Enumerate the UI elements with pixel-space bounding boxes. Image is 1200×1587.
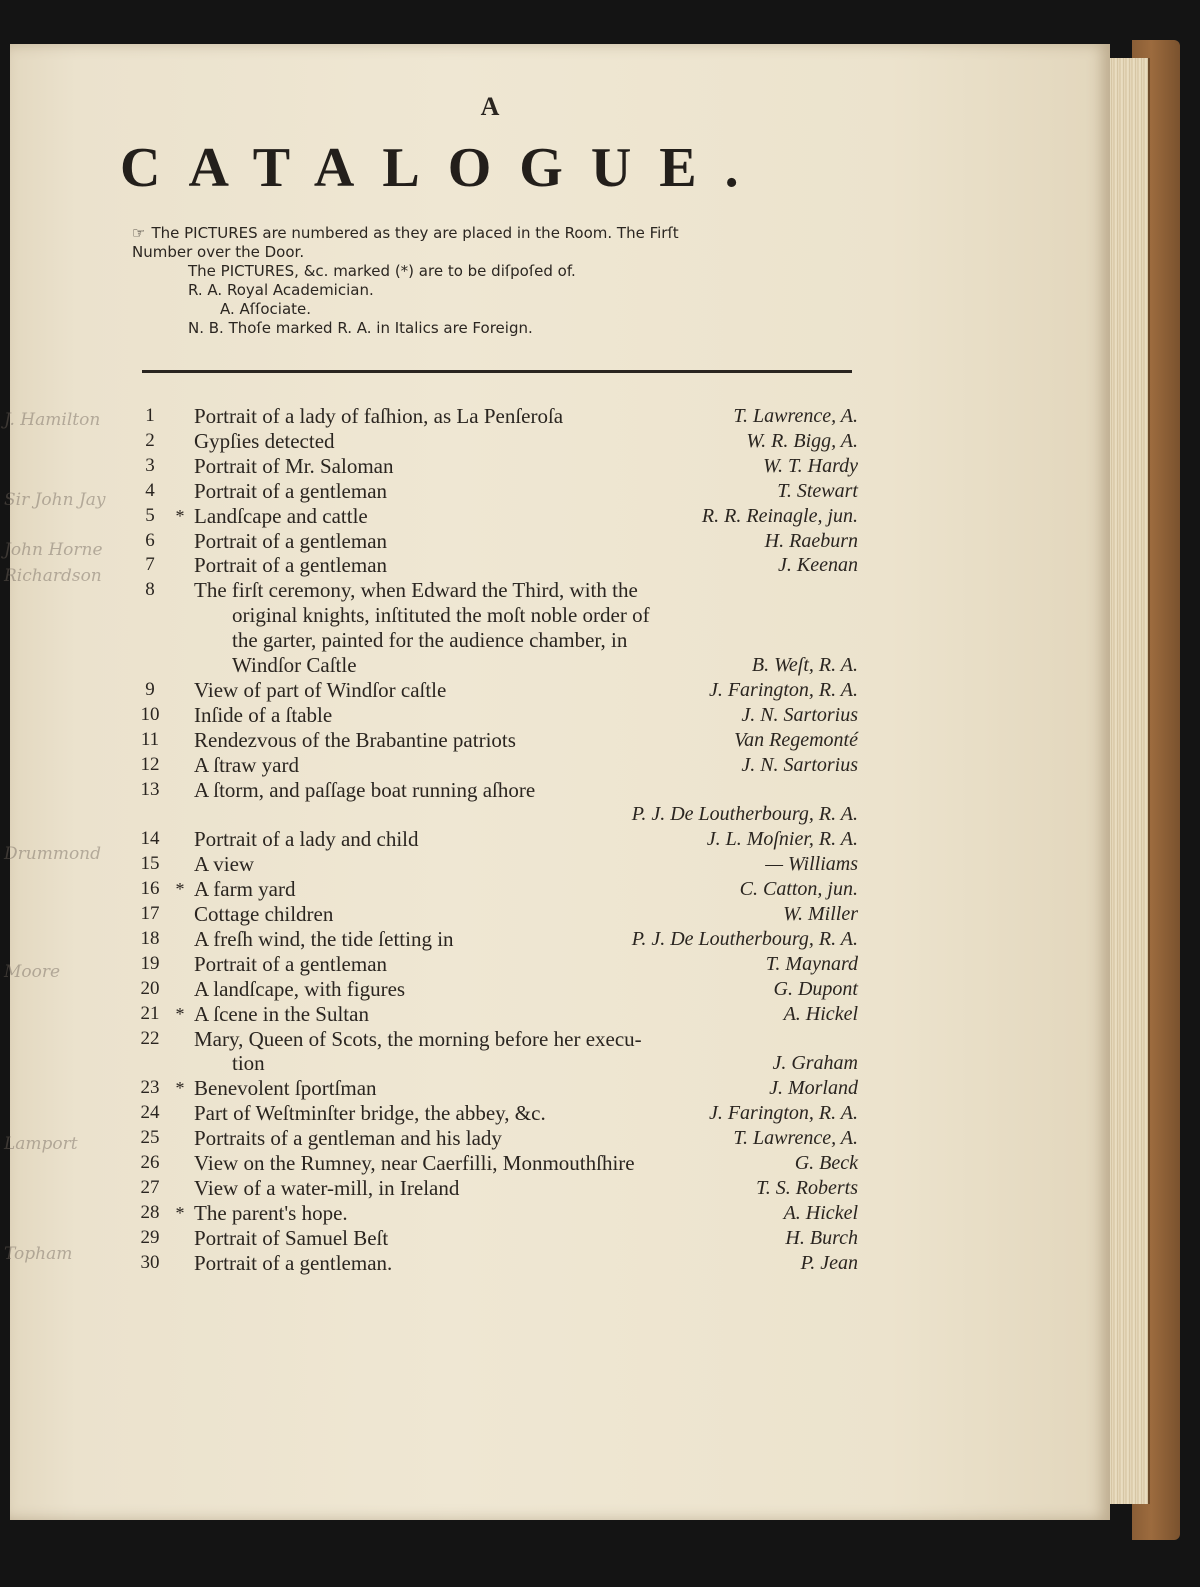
entry-artist: T. Lawrence, A. <box>733 405 858 427</box>
catalogue-entry <box>10 826 1110 852</box>
entry-number: 24 <box>140 1102 160 1124</box>
handwritten-note: Lamport <box>4 1134 78 1154</box>
catalogue-entry <box>10 453 1110 479</box>
entry-number: 27 <box>140 1176 160 1198</box>
entry-number: 2 <box>145 429 155 451</box>
catalogue-entry <box>10 1026 1110 1052</box>
entry-number: 15 <box>140 853 160 875</box>
handwritten-note: J. Hamilton <box>4 410 101 430</box>
entry-artist: B. Weſt, R. A. <box>751 654 858 676</box>
entry-number: 25 <box>140 1127 160 1149</box>
catalogue-entry <box>10 503 1110 529</box>
entry-number: 20 <box>140 977 160 999</box>
catalogue-entry <box>10 1001 1110 1027</box>
catalogue-entry <box>10 552 1110 578</box>
entry-number: 5 <box>145 504 155 526</box>
handwritten-note: John Horne <box>4 540 103 560</box>
entry-number: 9 <box>145 678 155 700</box>
catalogue-entry <box>10 478 1110 504</box>
entry-title-continuation <box>10 627 1110 653</box>
preface-notes <box>132 224 872 338</box>
entry-title: Gypſies detected <box>194 428 335 453</box>
entry-artist: R. R. Reinagle, jun. <box>701 504 858 527</box>
catalogue-entry <box>10 403 1110 429</box>
entry-artist: T. Maynard <box>765 952 858 975</box>
entry-artist: P. J. De Loutherbourg, R. A. <box>631 803 858 826</box>
entry-title: Portrait of Mr. Saloman <box>194 453 394 478</box>
entry-artist: G. Beck <box>794 1152 858 1174</box>
page-heading-article: A <box>480 92 500 121</box>
for-sale-marker: * <box>175 1078 185 1099</box>
entry-artist: P. Jean <box>800 1251 858 1274</box>
entry-title: Portrait of a lady and child <box>194 827 419 852</box>
entry-artist: J. N. Sartorius <box>741 753 858 776</box>
entry-title: Portrait of a gentleman <box>194 528 388 553</box>
entry-number: 12 <box>140 753 160 775</box>
entry-title: Portrait of a gentleman. <box>194 1250 393 1275</box>
entry-artist: T. S. Roberts <box>756 1176 858 1199</box>
catalogue-entry <box>10 752 1110 778</box>
preface-line: Number over the Door. <box>132 243 305 261</box>
entry-number: 8 <box>145 579 155 601</box>
entry-title: Portrait of a gentleman <box>194 478 388 503</box>
catalogue-entry <box>10 528 1110 554</box>
catalogue-page <box>4 44 1110 1520</box>
catalogue-entry <box>10 777 1110 803</box>
entry-title: Portrait of a gentleman <box>194 553 388 578</box>
entry-title-continuation <box>10 1050 1110 1076</box>
entry-number: 7 <box>145 554 155 576</box>
entry-number: 13 <box>140 778 160 800</box>
entry-title: A view <box>194 852 255 877</box>
catalogue-entry <box>10 1125 1110 1151</box>
entry-title-line: tion <box>232 1051 265 1076</box>
entry-artist: T. Lawrence, A. <box>733 1127 858 1150</box>
entry-number: 14 <box>140 828 160 850</box>
entry-artist: Van Regemonté <box>734 728 858 751</box>
preface-line: R. A. Royal Academician. <box>188 281 374 299</box>
entry-title: The parent's hope. <box>194 1200 348 1225</box>
catalogue-entry <box>10 951 1110 977</box>
entry-number: 6 <box>145 529 155 551</box>
entry-title: Mary, Queen of Scots, the morning before her execu- <box>194 1026 642 1051</box>
entry-artist: A. Hickel <box>783 1002 858 1025</box>
entry-title: Landſcape and cattle <box>194 503 368 528</box>
entry-artist: — Williams <box>765 853 858 876</box>
catalogue-entry <box>10 727 1110 753</box>
entry-artist: W. R. Bigg, A. <box>746 429 858 452</box>
handwritten-note: Moore <box>4 962 61 982</box>
preface-line: The PICTURES, &c. marked (*) are to be diſpoſed of. <box>188 262 576 280</box>
entry-title-line: Windſor Caſtle <box>232 653 357 677</box>
entry-artist: W. T. Hardy <box>763 454 858 477</box>
entry-artist: J. Morland <box>769 1077 858 1100</box>
page-title: CATALOGUE. <box>120 137 767 199</box>
entry-title: View of part of Windſor caſtle <box>194 677 447 702</box>
preface-line: N. B. Thoſe marked R. A. in Italics are Foreign. <box>188 319 533 337</box>
catalogue-entry <box>10 1150 1110 1176</box>
entry-number: 4 <box>145 479 155 501</box>
entry-artist: J. L. Moſnier, R. A. <box>706 828 858 851</box>
entry-title: Inſide of a ſtable <box>194 702 333 727</box>
entry-title-line: original knights, inſtituted the moſt noble order of <box>232 603 650 628</box>
entry-artist: J. N. Sartorius <box>741 703 858 726</box>
entry-number: 21 <box>140 1002 160 1024</box>
entry-title: Portrait of a lady of faſhion, as La Penſeroſa <box>194 404 564 428</box>
entry-number: 16 <box>140 878 160 900</box>
catalogue-entry <box>10 577 1110 603</box>
entry-number: 19 <box>140 952 160 974</box>
entry-artist-line <box>10 801 1110 827</box>
for-sale-marker: * <box>175 879 185 900</box>
entry-title-continuation <box>10 652 1110 678</box>
entry-number: 23 <box>140 1077 160 1099</box>
entry-number: 26 <box>140 1152 160 1173</box>
entry-title: Portraits of a gentleman and his lady <box>194 1126 502 1151</box>
entry-number: 30 <box>140 1251 160 1273</box>
entry-number: 28 <box>140 1201 160 1223</box>
entry-number: 1 <box>145 405 155 426</box>
catalogue-entry <box>10 976 1110 1002</box>
entry-title: Part of Weſtminſter bridge, the abbey, &c. <box>194 1101 546 1126</box>
catalogue-entry <box>10 677 1110 703</box>
entry-title: Portrait of a gentleman <box>194 951 388 976</box>
entry-title: View on the Rumney, near Caerfilli, Monmouthſhire <box>194 1151 635 1175</box>
catalogue-entry <box>10 926 1110 952</box>
entry-number: 11 <box>140 728 160 750</box>
entry-artist: G. Dupont <box>773 977 858 1000</box>
divider-rule <box>142 370 852 373</box>
for-sale-marker: * <box>175 505 185 526</box>
catalogue-entry <box>10 702 1110 728</box>
catalogue-entry <box>10 901 1110 927</box>
catalogue-entry <box>10 1200 1110 1226</box>
entry-title: A landſcape, with figures <box>194 976 406 1001</box>
catalogue-entry <box>10 1075 1110 1101</box>
entry-title: A farm yard <box>194 877 296 902</box>
pointing-hand-icon: ☞ <box>132 224 146 242</box>
entry-title: A ſtraw yard <box>194 752 299 777</box>
entry-artist: J. Keenan <box>778 554 858 577</box>
entry-number: 22 <box>140 1027 160 1049</box>
entry-title: View of a water-mill, in Ireland <box>194 1175 460 1200</box>
entry-artist: W. Miller <box>783 903 858 925</box>
entry-title-line: the garter, painted for the audience chamber, in <box>232 628 628 653</box>
for-sale-marker: * <box>175 1003 185 1024</box>
catalogue-entry <box>10 851 1110 877</box>
catalogue-entry <box>10 1225 1110 1251</box>
preface-line: ☞ The PICTURES are numbered as they are placed in the Room. The Firſt <box>132 224 679 242</box>
catalogue-entry <box>10 1250 1110 1276</box>
entry-title: The firſt ceremony, when Edward the Third, with the <box>194 578 638 603</box>
entry-number: 10 <box>140 703 160 725</box>
handwritten-note: Drummond <box>4 844 102 864</box>
preface-line: A. Aſſociate. <box>220 300 312 318</box>
entry-number: 29 <box>140 1226 160 1248</box>
entry-number: 3 <box>145 454 155 476</box>
entry-artist: P. J. De Loutherbourg, R. A. <box>631 927 858 950</box>
entry-title: A ſtorm, and paſſage boat running aſhore <box>194 777 536 802</box>
entry-title: Rendezvous of the Brabantine patriots <box>194 727 516 752</box>
entry-number: 18 <box>140 927 160 949</box>
catalogue-entry <box>10 1175 1110 1201</box>
entry-artist: A. Hickel <box>783 1201 858 1224</box>
handwritten-note: Sir John Jay <box>4 490 106 510</box>
entry-artist: H. Raeburn <box>764 529 858 552</box>
catalogue-entry <box>10 876 1110 902</box>
entry-title: A ſcene in the Sultan <box>194 1001 369 1026</box>
entry-title-continuation <box>10 602 1110 628</box>
entry-artist: C. Catton, jun. <box>739 878 858 901</box>
handwritten-note: Topham <box>4 1244 73 1264</box>
entry-number: 17 <box>140 903 160 924</box>
for-sale-marker: * <box>175 1202 185 1223</box>
catalogue-entry <box>10 1100 1110 1126</box>
catalogue-entry <box>10 428 1110 454</box>
entry-artist: J. Graham <box>772 1052 858 1075</box>
entry-title: Cottage children <box>194 902 334 926</box>
handwritten-note: Richardson <box>4 566 102 586</box>
entry-artist: T. Stewart <box>777 479 858 502</box>
entry-artist: J. Farington, R. A. <box>708 678 858 701</box>
entry-artist: H. Burch <box>785 1226 858 1249</box>
entry-title: Benevolent ſportſman <box>194 1076 377 1101</box>
entry-artist: J. Farington, R. A. <box>708 1102 858 1125</box>
entry-title: Portrait of Samuel Beſt <box>194 1225 389 1250</box>
entry-title: A freſh wind, the tide ſetting in <box>194 926 454 951</box>
